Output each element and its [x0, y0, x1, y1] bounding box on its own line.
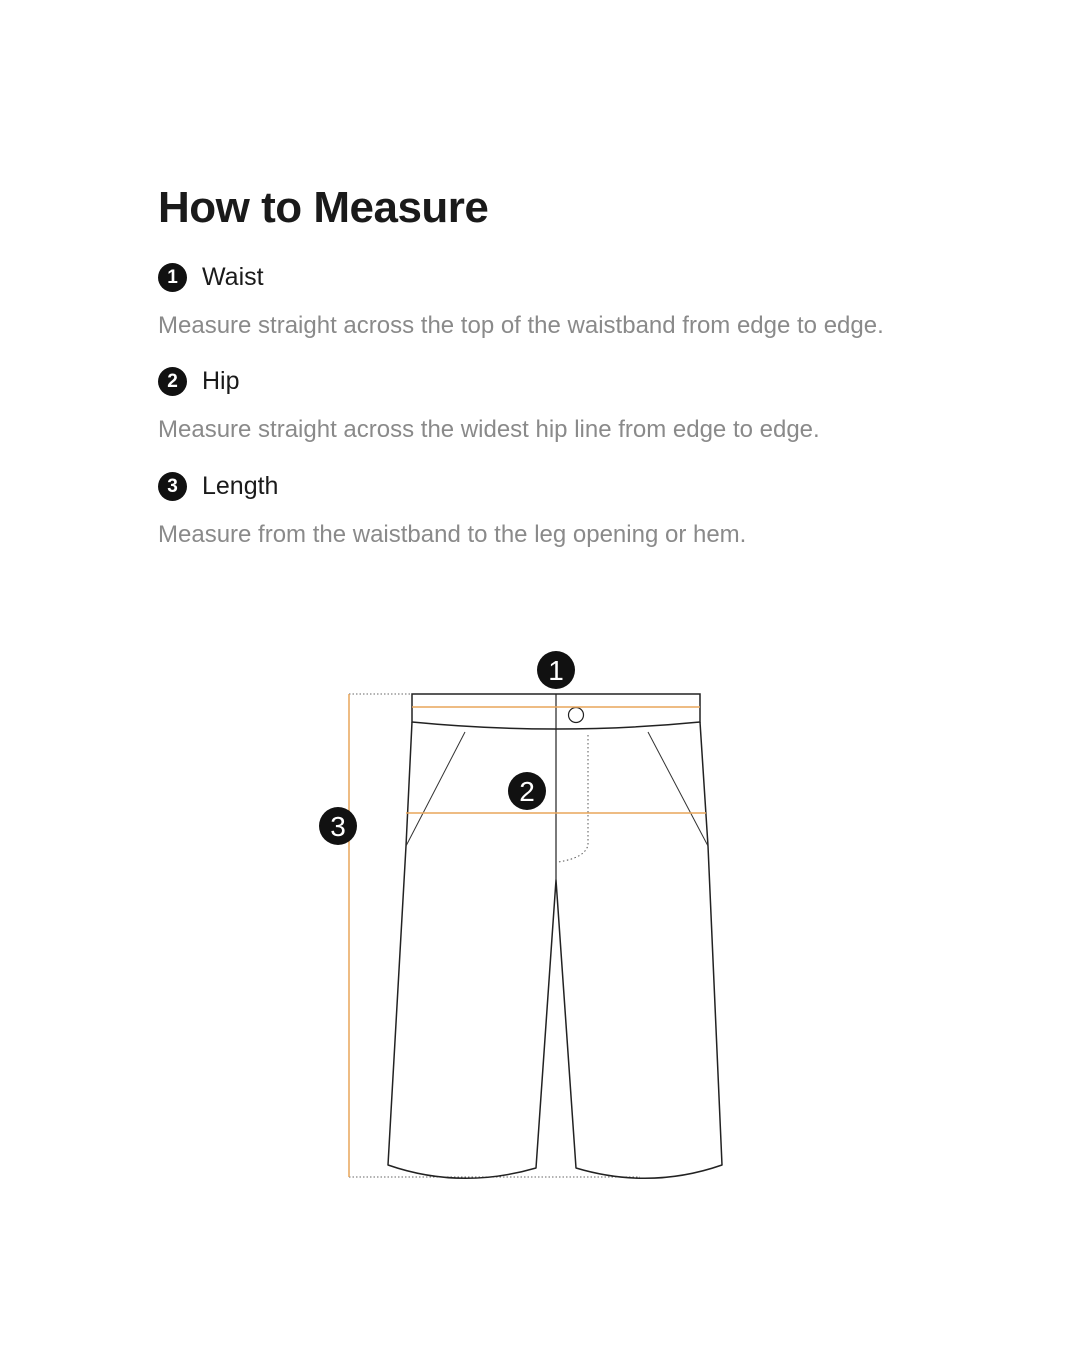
marker-3 — [319, 807, 357, 845]
item-description-waist: Measure straight across the top of the waistband from edge to edge. — [158, 312, 884, 339]
left-pocket-line — [406, 732, 465, 846]
page-title: How to Measure — [158, 183, 489, 232]
marker-3-label: 3 — [330, 811, 346, 842]
item-label-hip: Hip — [202, 366, 240, 395]
marker-1-label: 1 — [548, 655, 564, 686]
fly-stitching — [558, 735, 588, 862]
marker-2 — [508, 772, 546, 810]
marker-2-label: 2 — [519, 776, 535, 807]
number-badge-2: 2 — [158, 367, 187, 396]
number-badge-1: 1 — [158, 263, 187, 292]
button-icon — [569, 708, 584, 723]
number-badge-3: 3 — [158, 472, 187, 501]
shorts-outline — [388, 722, 722, 1178]
item-label-waist: Waist — [202, 262, 264, 291]
right-pocket-line — [648, 732, 708, 846]
item-description-hip: Measure straight across the widest hip line from edge to edge. — [158, 416, 820, 443]
marker-1 — [537, 651, 575, 689]
item-description-length: Measure from the waistband to the leg opening or hem. — [158, 521, 747, 548]
item-label-length: Length — [202, 471, 279, 500]
